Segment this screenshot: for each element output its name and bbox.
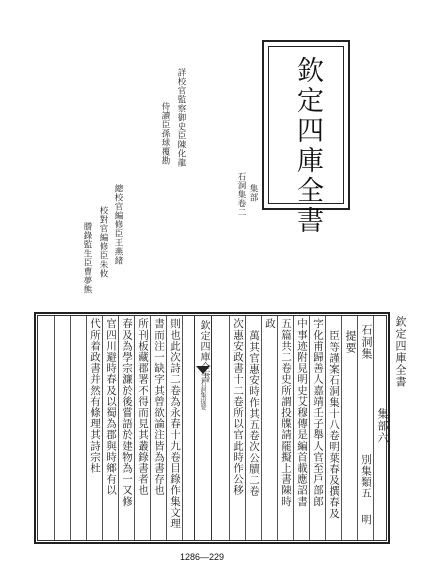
column-rule [293, 316, 294, 540]
category-label: 別集類五 [360, 454, 372, 499]
text-column: 春及為學宗濂於後嘗語於建物為一又修 [121, 318, 133, 507]
column-rule [325, 316, 326, 540]
book-title: 石洞集 [360, 324, 373, 360]
inspector-credit: 詳校官監察御史臣陳化龍 [176, 68, 186, 167]
abstract-heading: 提要 [344, 330, 357, 354]
section-label: 集部 [248, 184, 258, 202]
reader-credit: 侍讀臣孫球覆勘 [160, 102, 170, 165]
collection-title: 欽定四庫全書 [292, 56, 323, 236]
column-rule [86, 316, 87, 540]
text-column: 五篇共二卷史所謂投牒請罷擬上書陳時 [280, 318, 292, 507]
page-header: 欽定四庫全書 [394, 316, 407, 388]
column-rule [229, 316, 230, 540]
column-rule [166, 316, 167, 540]
column-rule [245, 316, 246, 540]
text-column: 代所着政書并然有條理其詩宗杜 [89, 318, 101, 474]
fish-tail-mark [196, 366, 210, 374]
page-number: 1286—229 [180, 552, 225, 562]
text-column: 臣等謹案石洞集十八卷明葉春及撰春及 [328, 330, 340, 519]
fold-subtitle: 石洞集提要 [199, 380, 206, 410]
text-column: 萬其官惠安時作其五卷次公牘二卷 [248, 330, 260, 497]
volume-label: 石洞集卷二 [236, 172, 246, 217]
fold-title: 欽定四庫全書 [198, 320, 209, 383]
text-column: 書而注一缺字其曾欲論注皆為書存也 [153, 318, 165, 496]
text-column: 字化甫歸善人嘉靖壬子舉人官至戶部郎 [312, 318, 324, 507]
dynasty-label: 明 [360, 514, 372, 526]
column-rule [309, 316, 310, 540]
column-rule [134, 316, 135, 540]
column-rule [118, 316, 119, 540]
text-column: 政 [264, 318, 276, 330]
column-rule [261, 316, 262, 540]
column-rule [277, 316, 278, 540]
column-rule [341, 316, 342, 540]
text-column: 中事迹附見明史艾穆傳是編首載應詔書 [296, 318, 308, 507]
text-column: 官四川避時春及以蜀為郡與時鄉有以 [105, 318, 117, 496]
proofreader-credit: 校對官編修臣朱攸 [98, 206, 108, 278]
chief-editor-credit: 總校官編修臣王燕緒 [113, 184, 123, 265]
copyist-credit: 謄錄監生臣曹夢熊 [82, 222, 92, 294]
text-column: 所刊板藏郡署不得而見其叢錄書者也 [137, 318, 149, 496]
column-rule [357, 316, 358, 540]
column-rule [150, 316, 151, 540]
column-rule [373, 316, 374, 540]
column-rule [182, 316, 183, 540]
column-rule [54, 316, 55, 540]
column-rule [70, 316, 71, 540]
section-number: 集部六 [376, 408, 389, 444]
text-column: 次惠安政書十二卷所以官此時作公移 [232, 318, 244, 496]
text-column: 則也此次詩二卷為永春十九卷目錄作集文理 [169, 318, 181, 529]
column-rule [102, 316, 103, 540]
title-cartouche [262, 40, 350, 236]
